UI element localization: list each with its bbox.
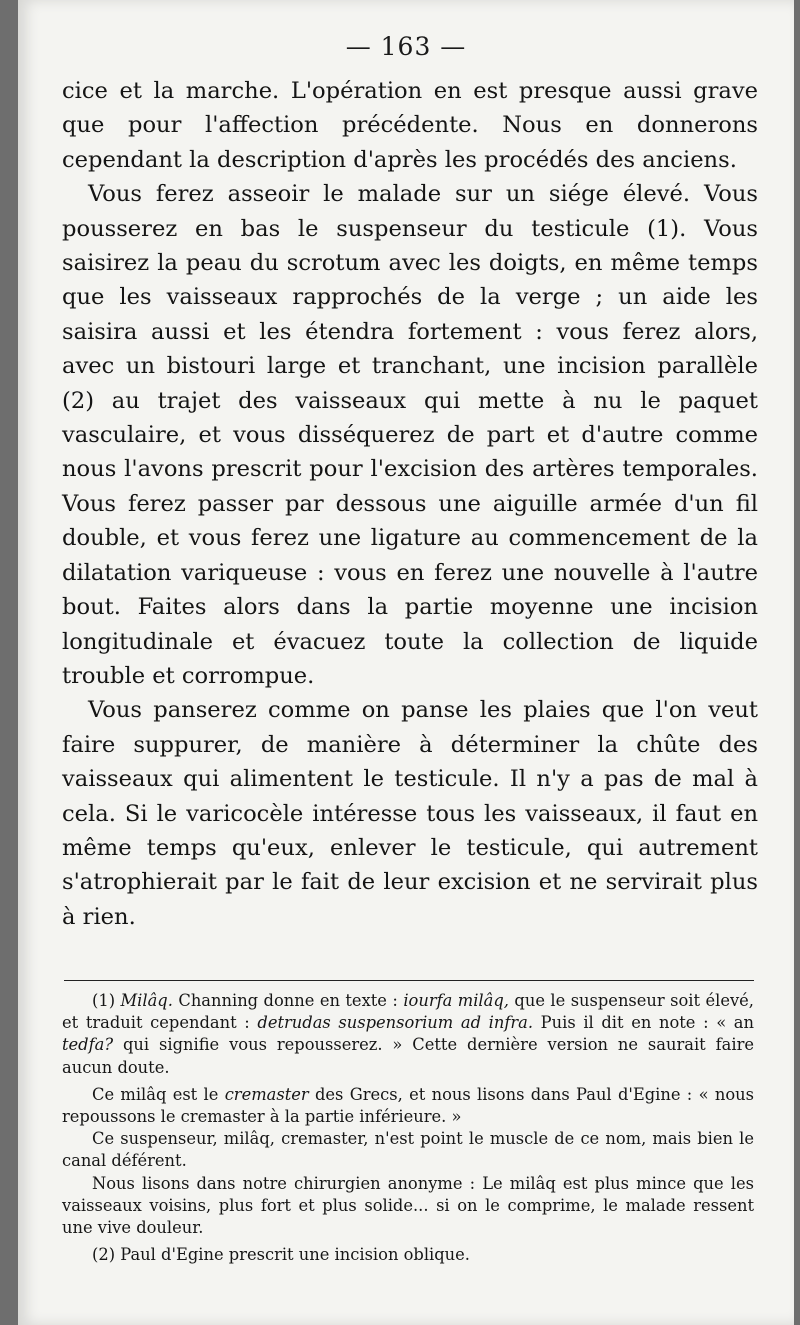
footnote-2: (2) Paul d'Egine prescrit une incision oblique. xyxy=(92,1245,470,1265)
footnote-marker: (1) xyxy=(92,991,116,1010)
footnote-term: Milâq. xyxy=(120,991,173,1010)
footnote-1-paragraph-4: Nous lisons dans notre chirurgien anonyme : Le milâq est plus mince que les vaisseaux voisins, plus fort et plus solide... si on le comprime, le malade ressent une vive douleur. xyxy=(62,1173,754,1238)
main-text xyxy=(62,74,758,934)
footnote-separator xyxy=(64,980,754,981)
book-page xyxy=(18,0,794,1325)
footnotes xyxy=(62,990,754,1266)
paragraph-2: Vous ferez asseoir le malade sur un siége élevé. Vous pousserez en bas le suspenseur du testicule (1). Vous saisirez la peau du scrotum avec les doigts, en même temps que les vaisseaux rapprochés de la verge ; un aide les saisira aussi et les étendra fortement : vous ferez alors, avec un bistouri large et tranchant, une incision parallèle (2) au trajet des vaisseaux qui mette à nu le paquet vasculaire, et vous disséquerez de part et d'autre comme nous l'avons prescrit pour l'excision des artères temporales. Vous ferez passer par dessous une aiguille armée d'un fil double, et vous ferez une ligature au commencement de la dilatation variqueuse : vous en ferez une nouvelle à l'autre bout. Faites alors dans la partie moyenne une incision longitudinale et évacuez toute la collection de liquide trouble et corrompue. xyxy=(62,181,758,689)
footnote-1-paragraph-3: Ce suspenseur, milâq, cremaster, n'est point le muscle de ce nom, mais bien le canal déférent. xyxy=(62,1129,754,1171)
page-number: — 163 — xyxy=(345,32,467,61)
paragraph-1: cice et la marche. L'opération en est presque aussi grave que pour l'affection précédente. Nous en donnerons cependant la description d'après les procédés des anciens. xyxy=(62,78,758,173)
footnote-1: (1) Milâq. Channing donne en texte : iourfa milâq, que le suspenseur soit élevé, et traduit cependant : detrudas suspensorium ad infra. Puis il dit en note : « an tedfa? qui signifie vous repousserez. » Cette dernière version ne saurait faire aucun doute. xyxy=(62,991,754,1077)
footnote-marker: (2) xyxy=(92,1245,116,1265)
paragraph-3: Vous panserez comme on panse les plaies que l'on veut faire suppurer, de manière à déterminer la chûte des vaisseaux qui alimentent le testicule. Il n'y a pas de mal à cela. Si le varicocèle intéresse tous les vaisseaux, il faut en même temps qu'eux, enlever le testicule, qui autrement s'atrophierait par le fait de leur excision et ne servirait plus à rien. xyxy=(62,697,758,930)
footnote-1-paragraph-2: Ce milâq est le cremaster des Grecs, et nous lisons dans Paul d'Egine : « nous repoussons le cremaster à la partie inférieure. » xyxy=(62,1084,754,1127)
